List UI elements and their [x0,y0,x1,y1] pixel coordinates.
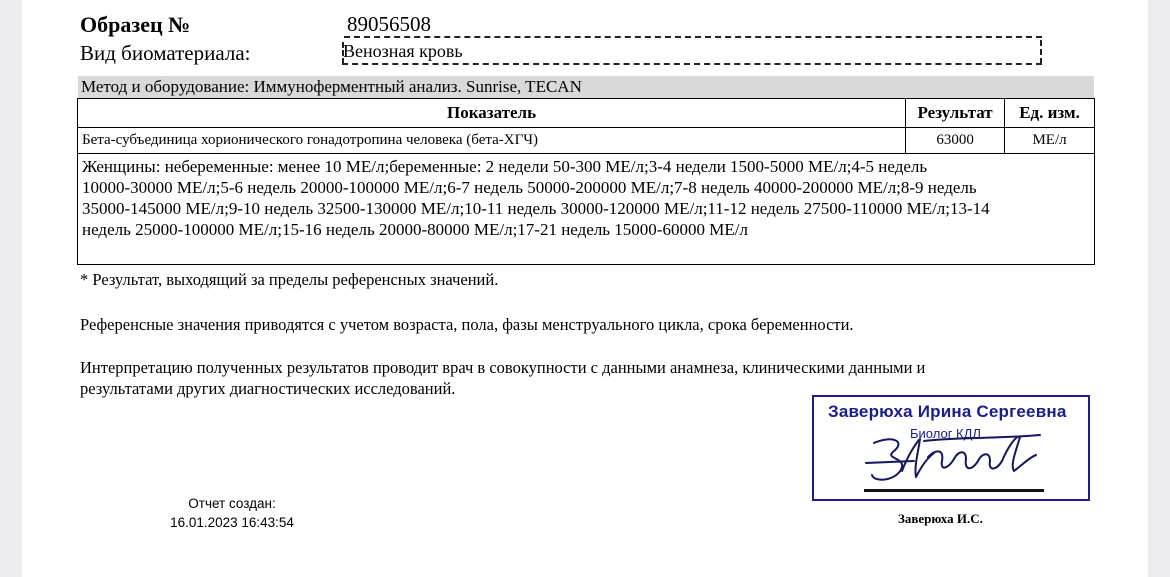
report-page [22,0,1148,577]
reference-line: 35000-145000 МЕ/л;9-10 недель 32500-130000 МЕ/л;10-11 недель 30000-120000 МЕ/л;11-12 недель 27500-110000 МЕ/л;13-14 [82,199,990,218]
column-header-parameter: Показатель [78,99,906,128]
report-created-timestamp: 16.01.2023 16:43:54 [170,515,294,530]
biomaterial-label: Вид биоматериала: [80,41,251,65]
sample-number-dotted-line [344,36,1042,38]
interpretation-note-line-1: Интерпретацию полученных результатов проводит врач в совокупности с данными анамнеза, клиническими данными и [80,358,926,377]
results-header-row [78,99,1095,128]
reference-values [78,154,1095,265]
reference-row [78,154,1095,265]
signer-name: Заверюха И.С. [898,511,983,526]
sample-number: 89056508 [347,12,431,36]
result-unit: МЕ/л [1005,128,1095,154]
reference-info-note: Референсные значения приводятся с учетом возраста, пола, фазы менструального цикла, срока беременности. [80,315,854,334]
biomaterial-box-right [1040,40,1042,64]
sample-label: Образец № [80,12,191,37]
stamp-name: Заверюха Ирина Сергеевна [828,402,1067,421]
handwritten-signature [844,431,1064,491]
signature-underline [864,489,1044,492]
reference-line: Женщины: небеременные: менее 10 МЕ/л;беременные: 2 недели 50-300 МЕ/л;3-4 недели 1500-5000 МЕ/л;4-5 недель [82,157,928,176]
parameter-name: Бета-субъединица хорионического гонадотропина человека (бета-ХГЧ) [78,128,906,154]
table-row [78,128,1095,154]
method-equipment: Метод и оборудование: Иммуноферментный анализ. Sunrise, TECAN [78,76,1094,98]
column-header-result: Результат [906,99,1005,128]
reference-line: недель 25000-100000 МЕ/л;15-16 недель 20000-80000 МЕ/л;17-21 недель 15000-60000 МЕ/л [82,220,748,239]
result-value: 63000 [906,128,1005,154]
biomaterial-box-bottom [342,63,1042,65]
stamp-role: Биолог КДЛ [910,426,981,441]
reference-line: 10000-30000 МЕ/л;5-6 недель 20000-100000 МЕ/л;6-7 недель 50000-200000 МЕ/л;7-8 недель 40000-200000 МЕ/л;8-9 недель [82,178,977,197]
report-created [132,494,332,532]
report-created-label: Отчет создан: [188,496,276,511]
doctor-stamp [812,395,1090,501]
out-of-range-note: * Результат, выходящий за пределы референсных значений. [80,270,499,289]
interpretation-note-line-2: результатами других диагностических исследований. [80,379,456,398]
results-table [77,98,1095,265]
biomaterial-value: Венозная кровь [343,41,463,61]
column-header-unit: Ед. изм. [1005,99,1095,128]
